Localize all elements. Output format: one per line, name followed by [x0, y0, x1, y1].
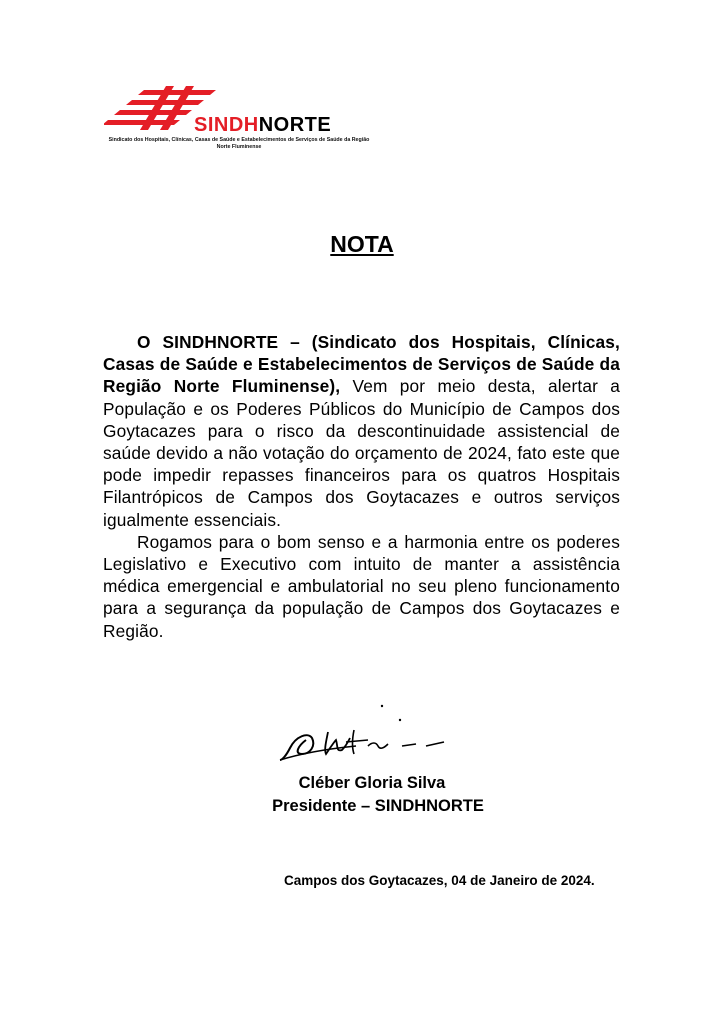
logo-name-red: SINDH — [194, 114, 259, 136]
logo-wordmark — [194, 114, 331, 137]
signer-role: Presidente – SINDHNORTE — [272, 797, 484, 815]
date-line: Campos dos Goytacazes, 04 de Janeiro de 2024. — [284, 873, 595, 888]
paragraph-1-rest: Vem por meio desta, alertar a População e os Poderes Públicos do Município de Campos dos Goytacazes para o risco da descontinuidade assistencial de saúde devido a não votação do orçamento de 2024, fato este que pode impedir repasses financeiros para os quatros Hospitais Filantrópicos de Campos dos Goytacazes e outros serviços igualmente essenciais. — [103, 376, 621, 530]
paragraph-2: Rogamos para o bom senso e a harmonia entre os poderes Legislativo e Executivo com intuito de manter a assistência médica emergencial e ambulatorial no seu pleno funcionamento para a segurança da população de Campos dos Goytacazes e Região. — [103, 531, 620, 641]
sindhnorte-logo — [104, 86, 374, 156]
note-body — [103, 331, 620, 642]
paragraph-1-bold: O SINDHNORTE – (Sindicato dos Hospitais, Clínicas, Casas de Saúde e Estabelecimentos de Serviços de Saúde da Região Norte Fluminense), — [103, 332, 620, 397]
paragraph-1 — [103, 331, 620, 531]
handwritten-signature — [276, 702, 456, 782]
page-title: NOTA — [330, 231, 394, 257]
logo-name-black: NORTE — [258, 114, 332, 136]
signer-name: Cléber Gloria Silva — [298, 774, 446, 792]
logo-subtitle: Sindicato dos Hospitais, Clínicas, Casas de Saúde e Estabelecimentos de Serviços de Saúde da Região Norte Fluminense — [108, 137, 370, 150]
